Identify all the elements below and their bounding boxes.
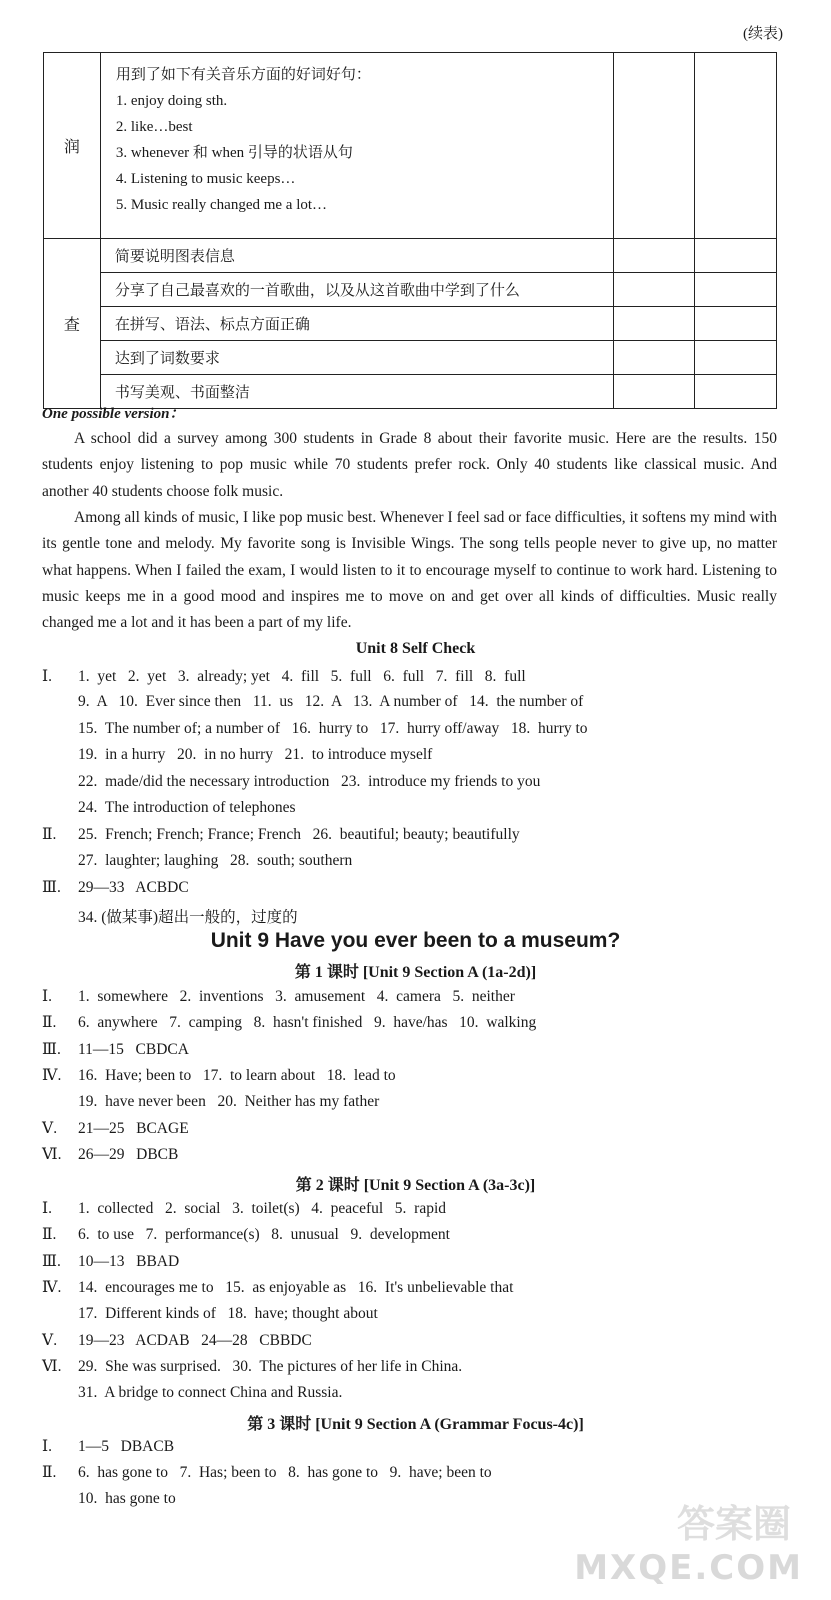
answer-line <box>42 852 352 870</box>
score-cell <box>695 341 777 375</box>
section-numeral: Ⅱ. <box>42 1226 57 1244</box>
answer-line <box>42 1066 396 1085</box>
answer-line <box>42 773 540 791</box>
sample-paragraph-1: A school did a survey among 300 students in Grade 8 about their favorite music. Here are the results. 150 students enjoy listening to pop music while 70 students prefer rock. Only 40 students like classical music. And another 40 students choose folk music. <box>42 430 777 500</box>
answer-text: 24. The introduction of telephones <box>78 799 296 816</box>
answer-text: 19. in a hurry 20. in no hurry 21. to introduce myself <box>78 746 433 764</box>
section-numeral: Ⅱ. <box>42 1464 57 1482</box>
run-line: 1. enjoy doing sth. <box>115 93 228 109</box>
answer-line <box>42 1278 513 1297</box>
answer-line <box>42 1357 462 1376</box>
score-cell <box>613 341 695 375</box>
section-numeral: Ⅰ. <box>42 1438 52 1455</box>
score-cell <box>613 273 695 307</box>
answer-text: 31. A bridge to connect China and Russia. <box>78 1383 343 1401</box>
run-criteria <box>100 53 613 239</box>
section-numeral: Ⅵ. <box>42 1358 62 1376</box>
answer-line <box>42 799 296 817</box>
answer-line <box>42 905 298 927</box>
score-cell <box>695 273 777 307</box>
answer-text: 1. somewhere 2. inventions 3. amusement 4. camera 5. neither <box>78 988 515 1005</box>
lesson3-title: 第 3 课时 [Unit 9 Section A (Grammar Focus-4c)] <box>247 1416 584 1433</box>
answer-text: 6. to use 7. performance(s) 8. unusual 9. development <box>78 1226 450 1244</box>
sample-label: One possible version： <box>42 406 185 422</box>
answer-line <box>42 1305 378 1323</box>
answer-text: 29—33 ACBDC <box>78 879 189 897</box>
answer-line <box>42 987 515 1006</box>
answer-text: 26—29 DBCB <box>78 1146 179 1164</box>
section-numeral: Ⅰ. <box>42 668 52 685</box>
answer-line <box>42 1013 536 1032</box>
score-cell <box>613 307 695 341</box>
answer-text: 19. have never been 20. Neither has my father <box>78 1092 380 1110</box>
score-cell <box>695 239 777 273</box>
section-numeral: Ⅴ. <box>42 1332 58 1349</box>
run-line: 5. Music really changed me a lot… <box>115 197 328 213</box>
answer-line <box>42 878 189 897</box>
score-cell <box>613 239 695 273</box>
answer-line <box>42 1463 492 1482</box>
section-numeral: Ⅳ. <box>42 1067 62 1085</box>
unit9-title: Unit 9 Have you ever been to a museum? <box>210 929 621 952</box>
answer-line <box>42 1437 174 1456</box>
answer-text: 22. made/did the necessary introduction 23. introduce my friends to you <box>78 772 541 790</box>
run-line: 用到了如下有关音乐方面的好词好句： <box>115 67 371 83</box>
answer-line <box>42 825 520 844</box>
score-cell <box>613 375 695 409</box>
watermark: MXQE.COM <box>574 1548 803 1588</box>
answer-line <box>42 746 432 764</box>
answer-line <box>42 1252 179 1271</box>
run-line: 3. whenever 和 when 引导的状语从句 <box>115 145 353 161</box>
answer-text: 17. Different kinds of 18. have; thought about <box>78 1304 378 1322</box>
rubric-table <box>43 52 777 409</box>
check-row: 书写美观、书面整洁 <box>100 375 613 409</box>
answer-text: 21—25 BCAGE <box>78 1120 189 1137</box>
watermark-logo: 答案圈 <box>676 1502 791 1546</box>
answer-line <box>42 693 583 711</box>
section-numeral: Ⅴ. <box>42 1120 58 1137</box>
answer-line <box>42 720 588 738</box>
section-numeral: Ⅰ. <box>42 1200 52 1217</box>
section-numeral: Ⅲ. <box>42 1040 61 1058</box>
check-category: 查 <box>44 239 101 409</box>
section-numeral: Ⅰ. <box>42 988 52 1005</box>
section-numeral: Ⅲ. <box>42 879 61 897</box>
score-cell <box>695 307 777 341</box>
check-row: 分享了自己最喜欢的一首歌曲，以及从这首歌曲中学到了什么 <box>100 273 613 307</box>
section-numeral: Ⅳ. <box>42 1279 62 1297</box>
lesson1-title: 第 1 课时 [Unit 9 Section A (1a-2d)] <box>294 964 537 981</box>
answer-text: 34. (做某事)超出一般的，过度的 <box>78 908 298 926</box>
answer-line <box>42 1119 189 1138</box>
answer-text: 6. has gone to 7. Has; been to 8. has gone to 9. have; been to <box>78 1464 492 1482</box>
section-numeral: Ⅱ. <box>42 1014 57 1032</box>
answer-text: 1—5 DBACB <box>78 1438 175 1455</box>
answer-text: 9. A 10. Ever since then 11. us 12. A 13. A number of 14. the number of <box>78 693 584 711</box>
answer-text: 14. encourages me to 15. as enjoyable as 16. It's unbelievable that <box>78 1279 514 1297</box>
run-line: 2. like…best <box>115 119 193 135</box>
answer-text: 11—15 CBDCA <box>78 1040 189 1058</box>
answer-text: 10. has gone to <box>78 1489 176 1507</box>
score-cell <box>613 53 695 239</box>
answer-line <box>42 1040 189 1059</box>
check-row: 在拼写、语法、标点方面正确 <box>100 307 613 341</box>
answer-line <box>42 1384 342 1402</box>
answer-text: 25. French; French; France; French 26. beautiful; beauty; beautifully <box>78 826 520 844</box>
answer-line <box>42 1225 450 1244</box>
answer-text: 19—23 ACDAB 24—28 CBBDC <box>78 1332 312 1349</box>
answer-text: 29. She was surprised. 30. The pictures of her life in China. <box>78 1358 463 1376</box>
answer-text: 1. collected 2. social 3. toilet(s) 4. peaceful 5. rapid <box>78 1200 447 1217</box>
unit8-title: Unit 8 Self Check <box>355 640 476 657</box>
answer-text: 10—13 BBAD <box>78 1252 180 1270</box>
check-row: 达到了词数要求 <box>100 341 613 375</box>
answer-line <box>42 1490 176 1508</box>
sample-paragraph-2: Among all kinds of music, I like pop music best. Whenever I feel sad or face difficulties, it softens my mind with its gentle tone and melody. My favorite song is Invisible Wings. The song tells people never to give up, no matter what happens. When I failed the exam, I would listen to it to encourage myself to continue to work hard. Listening to music keeps me in a good mood and inspires me to move on and get over all kinds of difficulties. Music really changed me a lot and it has been a part of my life. <box>42 509 777 632</box>
check-row: 简要说明图表信息 <box>100 239 613 273</box>
answer-text: 16. Have; been to 17. to learn about 18. lead to <box>78 1067 396 1085</box>
answer-line <box>42 1145 178 1164</box>
lesson2-title: 第 2 课时 [Unit 9 Section A (3a-3c)] <box>295 1177 536 1194</box>
section-numeral: Ⅱ. <box>42 826 57 844</box>
run-category: 润 <box>44 53 101 239</box>
answer-text: 15. The number of; a number of 16. hurry to 17. hurry off/away 18. hurry to <box>78 719 588 737</box>
answer-line <box>42 1199 446 1218</box>
answer-text: 6. anywhere 7. camping 8. hasn't finished 9. have/has 10. walking <box>78 1014 537 1032</box>
answer-text: 27. laughter; laughing 28. south; southern <box>78 851 353 869</box>
continued-label: (续表) <box>743 26 783 42</box>
answer-line <box>42 1331 312 1350</box>
section-numeral: Ⅲ. <box>42 1252 61 1270</box>
score-cell <box>695 375 777 409</box>
score-cell <box>695 53 777 239</box>
answer-line <box>42 1093 379 1111</box>
section-numeral: Ⅵ. <box>42 1146 62 1164</box>
answer-line <box>42 667 526 686</box>
run-line: 4. Listening to music keeps… <box>115 171 296 187</box>
answer-text: 1. yet 2. yet 3. already; yet 4. fill 5. full 6. full 7. fill 8. full <box>78 668 526 685</box>
